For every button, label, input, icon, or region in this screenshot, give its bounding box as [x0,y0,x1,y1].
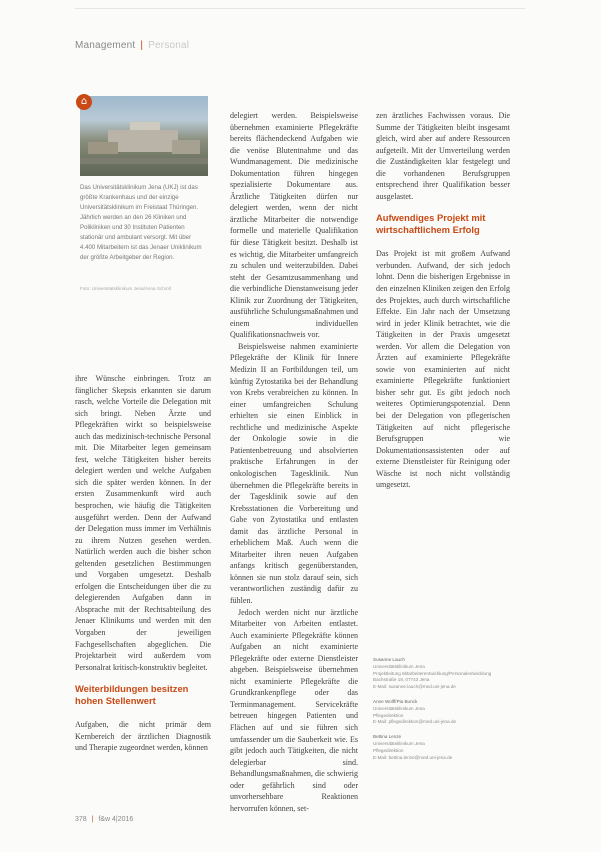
page-number: 378 [75,816,87,823]
subheading: Weiterbildungen besitzen hohen Stellenwert [75,683,189,707]
section-name: Management [75,40,136,51]
body-paragraph: Aufgaben, die nicht primär dem Kernbereich der ärztlichen Diagnostik und Therapie zugeordnet werden, können [75,720,211,753]
contact-line: Universitätsklinikum Jena [373,740,425,746]
contact-line: Bachstraße 18, 07743 Jena [373,677,430,683]
contact-name: Susanne Lauch [373,657,405,662]
contact-box [373,657,523,769]
section-header [75,40,189,51]
body-paragraph: zen ärztliches Fachwissen voraus. Die Summe der Tätigkeiten bleibt insgesamt gleich, wird aber auf andere Ressourcen aufgeteilt. Mit der Umverteilung werden die Zuständigkeiten klar festgelegt und die vorhandenen Berufsgruppen entsprechend ihrer Qualifikation besser ausgelastet. [376,111,510,201]
contact-line: E-Mail: bettina.lenze@med.uni-jena.de [373,754,453,760]
subheading: Aufwendiges Projekt mit wirtschaftlichem Erfolg [376,212,486,236]
text-column-2 [230,110,358,814]
contact-entry [373,657,523,691]
contact-line: Universitätsklinikum Jena [373,663,425,669]
contact-line: Projektleitung Mitarbeiterentwicklung/Personalentwicklung [373,670,492,676]
body-paragraph: delegiert werden. Beispielsweise übernehmen examinierte Pflegekräfte bereits flächendeckend Aufgaben wie die venöse Blutentnahme und das Wundmanagement. Die medizinische Dokumentation führen hingegen spezialisierte Dokumentare aus. Ärztliche Tätigkeiten dürfen nur delegiert werden, wenn der nicht ärztliche Mitarbeiter die notwendige formelle und materielle Qualifikation für diese Tätigkeit besitzt. Deshalb ist es wichtig, die Mitarbeiter umfangreich zu schulen und weiterzubilden. Dabei steht der Gesamtzusammenhang und die verbindliche Dienstanweisung jeder Klinik zur Zuordnung der Tätigkeiten, ausführliche Schulungsmaßnahmen und einem individuellen Qualifikationsnachweis vor. [230,111,358,340]
body-paragraph: ihre Wünsche einbringen. Trotz an fänglicher Skepsis erkannten sie darum rasch, welche Vorteile die Delegation mit sich bringt. Neben Ärzte und Pflegekräften wirkt so beispielsweise auch das medizinisch-technische Personal mit. Die Mitarbeiter legen gemeinsam fest, welche Tätigkeiten bisher bereits delegiert werden und welche Aufgaben sich die später werden können. In der ersten Zusammenkunft wird auch besprochen, wie häufig die Tätigkeiten ausgeführt werden. Denn der Aufwand der Delegation muss immer im Verhältnis zu ihrem Nutzen gesehen werden. Natürlich werden auch die bisher schon geltenden gesetzlichen Bestimmungen und Vorgaben umgesetzt. Deshalb erfolgen die Entscheidungen über die zu delegierenden Aufgaben dann in Absprache mit der Rechtsabteilung des Jenaer Klinikums und werden mit den Vorgaben der jeweiligen Fachgesellschaften abgeglichen. Die Projektarbeit wird außerdem vom Personalrat kritisch-konstruktiv begleitet. [75,374,211,672]
contact-name: Anne Wolff/Pia Bunck [373,698,418,704]
photo-caption: Das Universitätsklinikum Jena (UKJ) ist das größte Krankenhaus und der einzige Universitätsklinikum im Freistaat Thüringen. Jährlich werden an den 26 Kliniken und Polikliniken und 30 Instituten Patienten stationär und ambulant versorgt. Mit über 4.400 Mitarbeitern ist das Jenaer Uniklinikum der größte Arbeitgeber der Region. [80,184,202,261]
hospital-photo [80,96,208,176]
photo-credit: Foto: Universitätsklinikum Jena/Anna Schroll [80,286,171,291]
subsection-name: Personal [148,40,190,51]
house-icon: ⌂ [76,94,92,110]
contact-line: E-Mail: pflegedirektion@med.uni-jena.de [373,719,457,725]
issue-label: f&w 4|2016 [98,816,134,823]
text-column-3 [376,110,510,491]
contact-entry [373,734,523,761]
header-separator: | [140,40,144,51]
page-footer [75,816,133,823]
text-column-1 [75,373,211,754]
contact-entry [373,699,523,726]
body-paragraph: Jedoch werden nicht nur ärztliche Mitarbeiter von Arbeiten entlastet. Auch examinierte Pflegekräfte können Aufgaben an nicht examinierte Pflegekräfte oder externe Dienstleister abgeben. Beispielsweise übernehmen nicht examinierte Pflegekräfte die Grundkrankenpflege oder das Terminmanagement. Servicekräfte betreuen hingegen Patienten und Flächen auf und sie führen sich umfassender um die Sauberkeit wie. Es gibt jedoch auch Tätigkeiten, die nicht delegierbar sind. Behandlungsmaßnahmen, die schwierig oder gefährlich sind oder unvorhersehbare Reaktionen hervorrufen können, set- [230,607,358,813]
contact-line: Pflegedirektion [373,712,404,718]
contact-line: Pflegedirektion [373,747,404,753]
contact-line: Universitätsklinikum Jena [373,705,425,711]
body-paragraph: Beispielsweise nahmen examinierte Pflegekräfte der Klinik für Innere Medizin II an Fortbildungen teil, um künftig Zytostatika bei der Behandlung von Krebs verabreichen zu können. In einer umfangreichen Schulung erhielten sie einen Einblick in rechtliche und medizinische Aspekte der Onkologie sowie in die Patientenbetreuung und absolvierten praktische Erfahrungen in der onkologischen Tagesklinik. Nun übernehmen die Pflegekräfte bereits in der Tagesklinik sowie auf den Krebsstationen die Vorbereitung und Gabe von Zytostatika und entlasten damit das ärztliche Personal in erheblichem Maß. Auch wenn die Mitarbeiter ihren neuen Aufgaben anfangs kritisch gegenüberstanden, können sie nun stolz darauf sein, sich verantwortlichen zuständig dafür zu fühlen. [230,341,358,605]
top-rule [75,8,525,9]
contact-line: E-Mail: susanne.lauch@med.uni-jena.de [373,684,456,690]
body-paragraph: Das Projekt ist mit großem Aufwand verbunden. Aufwand, der sich jedoch lohnt. Denn die bisherigen Ergebnisse in den einzelnen Kliniken zeigen den Erfolg des Projektes, auch durch wirtschaftliche Effekte. Ein Jahr nach der Umsetzung wird in jeder Klinik betrachtet, wie die Tätigkeiten in der Praxis umgesetzt werden. Vor allem die Delegation von Ärzten auf examinierte Pflegekräfte sowie von examinierten auf nicht examinierte Pflegekräfte funktioniert bisher sehr gut. Es gibt jedoch noch weiteres Optimierungspotenzial. Denn bei der Delegation von pflegerischen Tätigkeiten auf nicht pflegerische Berufsgruppen wie Dokumentationsassistenten oder auf externe Dienstleister für Reinigung oder Wäsche ist noch nicht vollständig umgesetzt. [376,249,510,490]
contact-name: Bettina Lenze [373,734,402,740]
footer-separator: | [91,816,94,823]
